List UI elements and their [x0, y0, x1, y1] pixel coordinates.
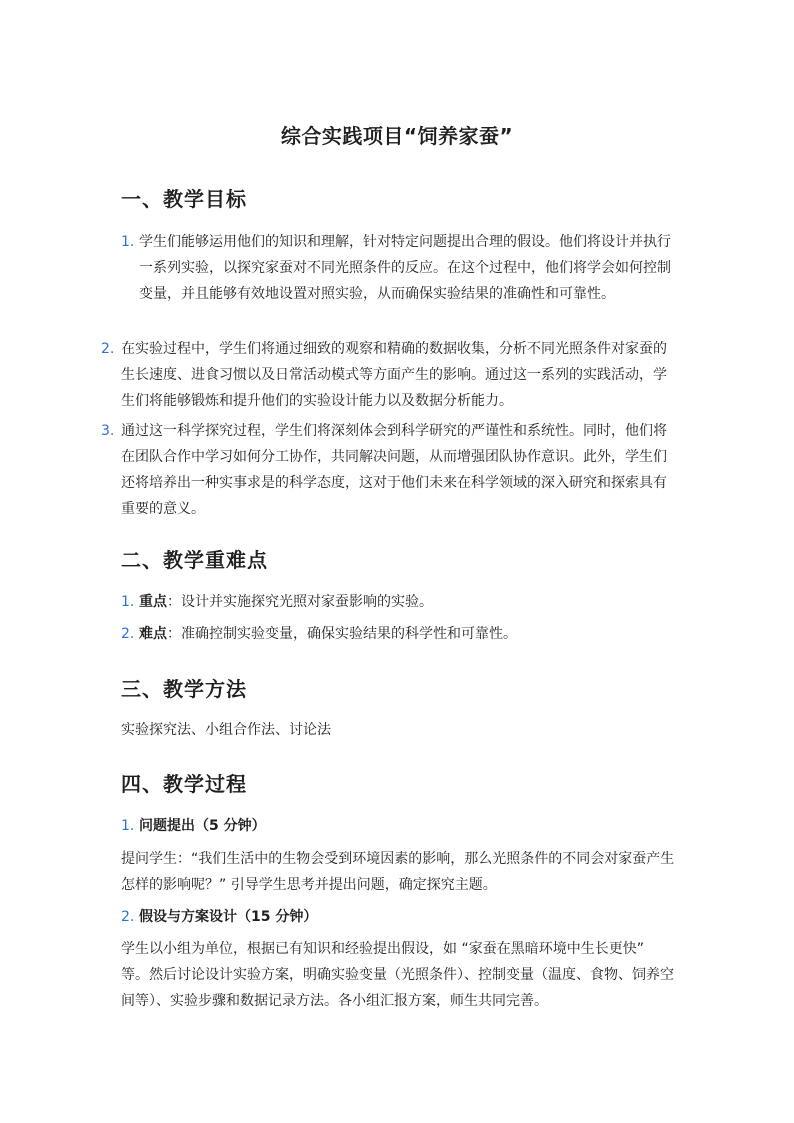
objective-item-2: 在实验过程中，学生们将通过细致的观察和精确的数据收集，分析不同光照条件对家蚕的生长速度、进食习惯以及日常活动模式等方面产生的影响。通过这一系列的实践活动，学生们将能够锻炼和提升他们的实验设计能力以及数据分析能力。 — [121, 341, 667, 409]
methods-text: 实验探究法、小组合作法、讨论法 — [121, 722, 331, 738]
section-heading-methods: 三、教学方法 — [121, 677, 247, 701]
section-heading-process: 四、教学过程 — [121, 772, 247, 796]
list-number: 3. — [101, 423, 115, 439]
list-number: 1. — [121, 234, 135, 250]
key-point-text: ：设计并实施探究光照对家蚕影响的实验。 — [167, 594, 433, 610]
key-point-label: 重点 — [139, 594, 167, 610]
difficulty-label: 难点 — [139, 626, 167, 642]
objective-item-3: 通过这一科学探究过程，学生们将深刻体会到科学研究的严谨性和系统性。同时，他们将在团队合作中学习如何分工协作，共同解决问题，从而增强团队协作意识。此外，学生们还将培养出一种实事求是的科学态度，这对于他们未来在科学领域的深入研究和探索具有重要的意义。 — [121, 423, 667, 517]
objective-item-1: 学生们能够运用他们的知识和理解，针对特定问题提出合理的假设。他们将设计并执行一系列实验，以探究家蚕对不同光照条件的反应。在这个过程中，他们将学会如何控制变量，并且能够有效地设置对照实验，从而确保实验结果的准确性和可靠性。 — [139, 234, 671, 302]
difficulty-text: ：准确控制实验变量，确保实验结果的科学性和可靠性。 — [167, 626, 517, 642]
list-number: 2. — [121, 909, 135, 925]
list-number: 2. — [121, 626, 135, 642]
step-text-1: 提问学生：“我们生活中的生物会受到环境因素的影响，那么光照条件的不同会对家蚕产生怎样的影响呢？” 引导学生思考并提出问题，确定探究主题。 — [121, 851, 675, 893]
step-text-2: 学生以小组为单位，根据已有知识和经验提出假设，如 “家蚕在黑暗环境中生长更快” 等。然后讨论设计实验方案，明确实验变量（光照条件）、控制变量（温度、食物、饲养空间等）、实验步骤和数据记录方法。各小组汇报方案，师生共同完善。 — [121, 941, 674, 1009]
section-heading-key-points: 二、教学重难点 — [121, 548, 268, 572]
step-title-1: 问题提出（5 分钟） — [139, 818, 266, 834]
list-number: 1. — [121, 594, 135, 610]
document-title: 综合实践项目“饲养家蚕” — [280, 124, 514, 148]
list-number: 2. — [101, 341, 115, 357]
key-point-item — [139, 589, 673, 615]
list-number: 1. — [121, 818, 135, 834]
difficulty-item — [139, 621, 673, 647]
step-title-2: 假设与方案设计（15 分钟） — [139, 909, 318, 925]
section-heading-objectives: 一、教学目标 — [121, 187, 247, 211]
